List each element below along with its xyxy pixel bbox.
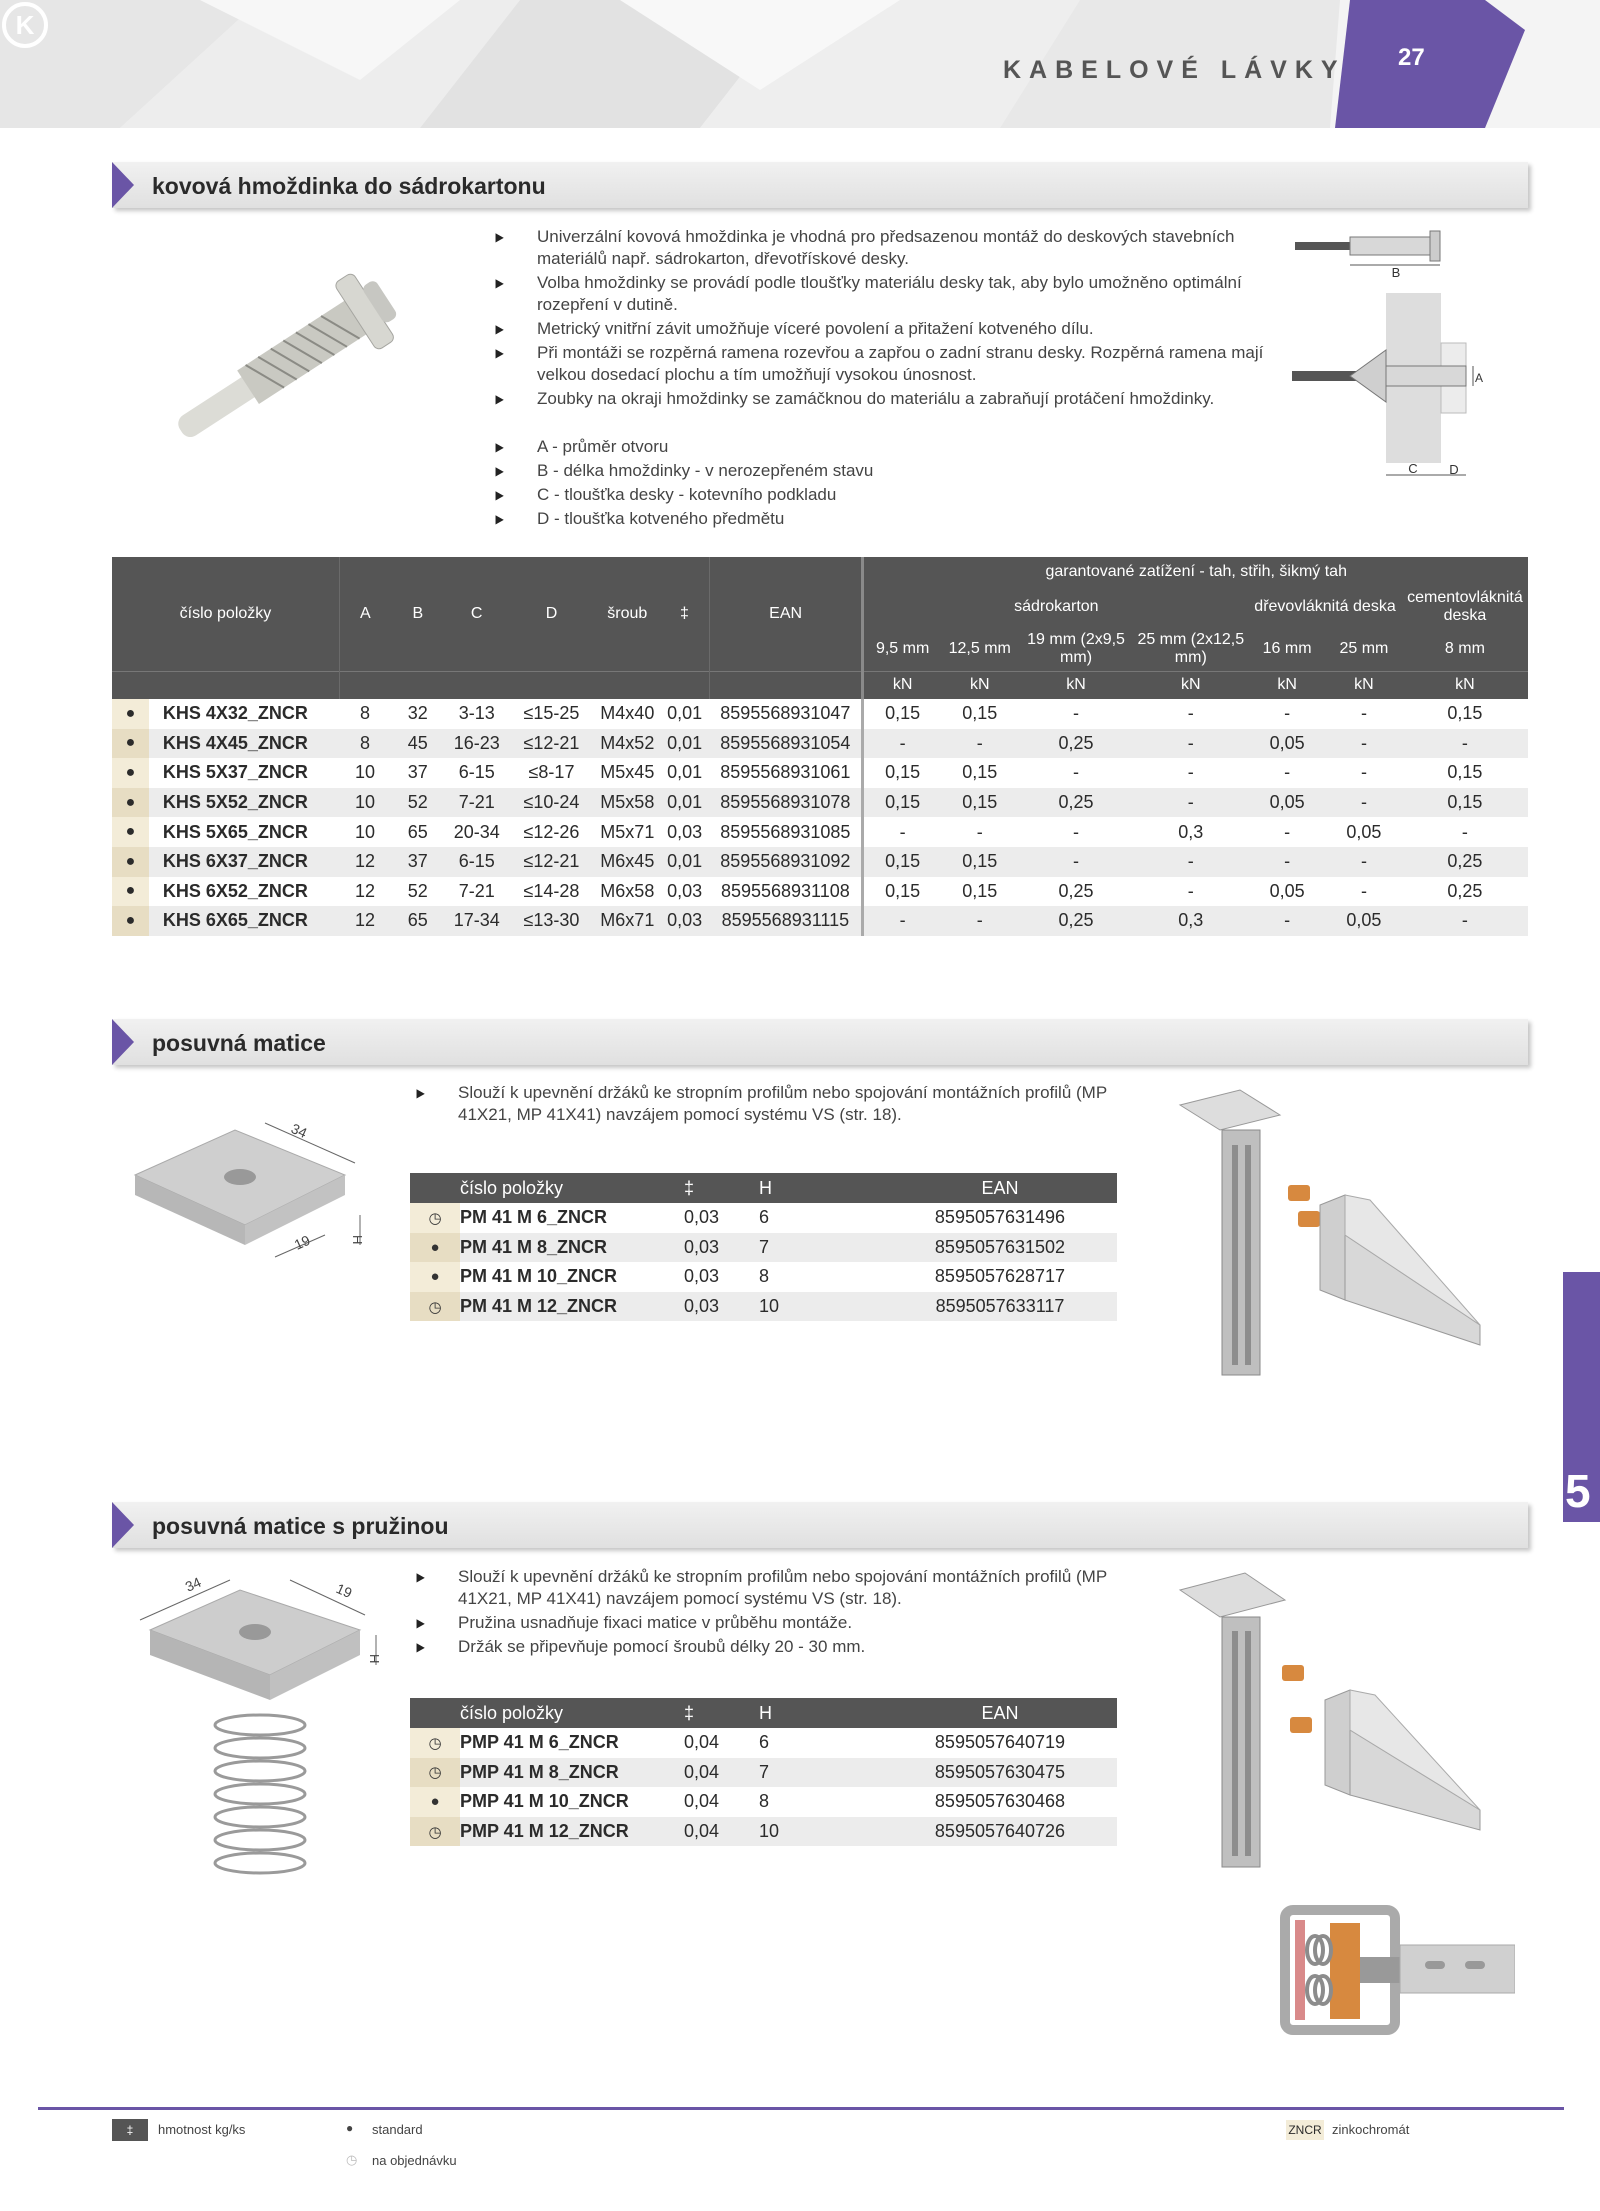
feature-item: ▶ Držák se připevňuje pomocí šroubů délky 20 - 30 mm. xyxy=(416,1636,1116,1658)
col-h-header: H xyxy=(759,1173,883,1203)
svg-text:D: D xyxy=(1449,462,1459,477)
weight: 0,03 xyxy=(667,880,703,901)
availability-marker: ◷ xyxy=(410,1758,460,1788)
dim-c: 20-34 xyxy=(453,821,500,842)
dim-d: ≤12-26 xyxy=(523,821,580,842)
ean: 8595568931108 xyxy=(720,880,850,901)
drywall-anchor-image xyxy=(140,240,440,480)
section-title: posuvná matice s pružinou xyxy=(152,1513,449,1539)
ean: 8595057630468 xyxy=(934,1791,1066,1812)
svg-text:H: H xyxy=(350,1235,365,1245)
load-value: 0,05 xyxy=(1248,788,1326,818)
dim-b: 32 xyxy=(407,703,428,724)
col-item-header: číslo položky xyxy=(460,1698,684,1728)
dim-d: ≤12-21 xyxy=(508,729,594,759)
item-code: PM 41 M 8_ZNCR xyxy=(460,1233,684,1263)
table-row xyxy=(112,729,1528,759)
section-title: posuvná matice xyxy=(152,1030,326,1056)
col-item-header: číslo položky xyxy=(460,1173,684,1203)
col-d-header: D xyxy=(508,557,594,671)
feature-item: ▶ Zoubky na okraji hmoždinky se zamáčknou do materiálu a zabraňují protáčení hmoždinky. xyxy=(495,388,1285,410)
col-c-header: C xyxy=(445,557,509,671)
load-value: - xyxy=(863,817,941,847)
feature-item: ▶ Při montáži se rozpěrná ramena rozevřou a zapřou o zadní stranu desky. Rozpěrná ramena mají velkou dosedací plochu a tím umožňují vysokou únosnost. xyxy=(495,342,1285,386)
availability-marker: ● xyxy=(112,729,149,759)
dim-c: 7-21 xyxy=(445,788,509,818)
item-code: KHS 6X37_ZNCR xyxy=(149,847,340,877)
load-header: garantované zatížení - tah, střih, šikmý tah xyxy=(863,557,1528,587)
weight: 0,03 xyxy=(684,1233,759,1263)
legend-item: ▶ D - tloušťka kotveného předmětu xyxy=(495,508,1195,530)
chapter-tab xyxy=(1563,1272,1600,1522)
load-value: - xyxy=(1133,847,1248,877)
height: 8 xyxy=(759,1791,770,1812)
col-weight-header: ‡ xyxy=(684,1698,759,1728)
slide-nut-image xyxy=(125,1105,385,1265)
dim-c: 7-21 xyxy=(458,880,495,901)
dim-c: 6-15 xyxy=(445,847,509,877)
load-value: - xyxy=(1019,847,1134,877)
zncr-label: zinkochromát xyxy=(1332,2122,1410,2137)
weight: 0,03 xyxy=(684,1207,720,1228)
load-value: - xyxy=(1187,762,1194,783)
svg-text:H: H xyxy=(367,1654,382,1664)
table-row xyxy=(410,1728,1117,1758)
height: 10 xyxy=(759,1817,883,1847)
legend-item: ▶ A - průměr otvoru xyxy=(495,436,1195,458)
screw: M5x71 xyxy=(600,821,655,842)
table-row xyxy=(112,877,1528,907)
screw: M4x40 xyxy=(600,703,655,724)
availability-marker: ◷ xyxy=(410,1728,460,1758)
ean: 8595057630475 xyxy=(883,1758,1117,1788)
load-value: - xyxy=(1284,821,1291,842)
load-value: 0,05 xyxy=(1326,906,1402,936)
load-value: - xyxy=(1360,762,1367,783)
item-code: PMP 41 M 12_ZNCR xyxy=(460,1817,684,1847)
table-row xyxy=(410,1203,1117,1233)
availability-marker: ◷ xyxy=(410,1817,460,1847)
dim-d: ≤12-21 xyxy=(508,847,594,877)
load-value: 0,15 xyxy=(1447,762,1483,783)
item-code: PMP 41 M 8_ZNCR xyxy=(460,1758,684,1788)
slide-nut-table xyxy=(410,1173,1117,1321)
load-value: 0,25 xyxy=(1447,880,1483,901)
section-bar-slide-nut xyxy=(112,1019,1528,1065)
load-value: 0,15 xyxy=(962,762,998,783)
weight: 0,04 xyxy=(684,1758,759,1788)
load-value: 0,05 xyxy=(1346,821,1382,842)
load-value: - xyxy=(1326,788,1402,818)
load-value: 0,15 xyxy=(863,847,941,877)
unit-header: kN xyxy=(941,671,1019,699)
weight-symbol: ‡ xyxy=(112,2119,148,2141)
dim-a: 10 xyxy=(355,762,376,783)
height: 10 xyxy=(759,1292,883,1322)
load-value: 0,25 xyxy=(1058,880,1094,901)
load-value: - xyxy=(1073,762,1080,783)
load-value: - xyxy=(1402,729,1528,759)
dim-d: ≤14-28 xyxy=(523,880,580,901)
col-a-header: A xyxy=(339,557,390,671)
load-value: - xyxy=(1402,906,1528,936)
load-value: 0,25 xyxy=(1019,788,1134,818)
screw: M5x58 xyxy=(595,788,661,818)
dim-b: 37 xyxy=(407,762,428,783)
svg-text:19: 19 xyxy=(291,1231,313,1253)
weight: 0,01 xyxy=(667,703,703,724)
col-weight-header: ‡ xyxy=(684,1173,759,1203)
unit-header: kN xyxy=(1019,671,1134,699)
unit-header: kN xyxy=(1248,671,1326,699)
load-value: 0,05 xyxy=(1269,880,1305,901)
col-ean-header: EAN xyxy=(709,557,863,671)
height: 7 xyxy=(759,1758,883,1788)
availability-marker: ◷ xyxy=(410,1203,460,1233)
chapter-number: 5 xyxy=(1565,1465,1591,1517)
legend-item: ▶ C - tloušťka desky - kotevního podkladu xyxy=(495,484,1195,506)
load-value: - xyxy=(1284,762,1291,783)
load-value: - xyxy=(863,906,941,936)
load-value: 0,15 xyxy=(863,758,941,788)
ean: 8595568931054 xyxy=(709,729,863,759)
section-bar-drywall-anchor xyxy=(112,162,1528,208)
item-code: KHS 4X45_ZNCR xyxy=(149,729,340,759)
table-row xyxy=(112,699,1528,729)
load-value: - xyxy=(1326,847,1402,877)
order-symbol: ◷ xyxy=(346,2152,358,2167)
dim-c: 17-34 xyxy=(445,906,509,936)
unit-header: kN xyxy=(1326,671,1402,699)
header-background xyxy=(0,0,1600,128)
slide-nut-spring-detail-image xyxy=(1275,1895,1515,2045)
ean: 8595568931047 xyxy=(720,703,851,724)
page-header xyxy=(0,0,1600,128)
weight: 0,01 xyxy=(660,729,709,759)
weight: 0,01 xyxy=(667,762,703,783)
col-screw-header: šroub xyxy=(595,557,661,671)
table-row xyxy=(410,1758,1117,1788)
item-code: PMP 41 M 6_ZNCR xyxy=(460,1732,619,1753)
load-value: 0,3 xyxy=(1133,906,1248,936)
load-value: - xyxy=(1360,880,1367,901)
availability-marker: ● xyxy=(112,817,149,847)
load-value: - xyxy=(976,821,983,842)
col-ean-header: EAN xyxy=(883,1173,1117,1203)
load-value: - xyxy=(1187,703,1194,724)
standard-symbol: ● xyxy=(346,2121,354,2135)
load-value: - xyxy=(1133,729,1248,759)
dim-b: 65 xyxy=(391,906,445,936)
load-value: 0,25 xyxy=(1019,729,1134,759)
ean: 8595568931115 xyxy=(709,906,863,936)
dim-c: 3-13 xyxy=(458,703,495,724)
weight: 0,03 xyxy=(667,821,703,842)
feature-item: ▶ Volba hmoždinky se provádí podle tloušťky materiálu desky tak, aby bylo umožněno optimální rozepření v dutině. xyxy=(495,272,1285,316)
legend-item: ▶ B - délka hmoždinky - v nerozepřeném stavu xyxy=(495,460,1195,482)
unit-header: kN xyxy=(1133,671,1248,699)
availability-marker: ● xyxy=(410,1787,460,1817)
col-b-header: B xyxy=(391,557,445,671)
sub-header: 25 mm (2x12,5 mm) xyxy=(1133,627,1248,671)
item-code: KHS 6X65_ZNCR xyxy=(149,906,340,936)
ean: 8595057631496 xyxy=(934,1207,1066,1228)
availability-marker: ● xyxy=(112,906,149,936)
company-logo-icon xyxy=(0,0,50,50)
dim-d: ≤8-17 xyxy=(528,762,575,783)
svg-text:C: C xyxy=(1408,461,1418,476)
table-row xyxy=(112,758,1528,788)
table-row xyxy=(112,906,1528,936)
ean: 8595057628717 xyxy=(934,1266,1066,1287)
feature-item: ▶ Univerzální kovová hmoždinka je vhodná pro předsazenou montáž do deskových stavebních materiálů např. sádrokarton, dřevotřískové desky. xyxy=(495,226,1285,270)
load-value: - xyxy=(1284,703,1291,724)
screw: M6x45 xyxy=(595,847,661,877)
table-row xyxy=(410,1817,1117,1847)
load-value: - xyxy=(1248,847,1326,877)
col-weight-header: ‡ xyxy=(660,557,709,671)
svg-text:B: B xyxy=(1391,265,1401,280)
dim-d: ≤10-24 xyxy=(508,788,594,818)
height: 7 xyxy=(759,1233,883,1263)
dim-a: 12 xyxy=(355,880,376,901)
item-code: PM 41 M 12_ZNCR xyxy=(460,1292,684,1322)
availability-marker: ● xyxy=(112,699,149,729)
dim-b: 65 xyxy=(407,821,428,842)
item-code: KHS 4X32_ZNCR xyxy=(162,703,308,724)
ean: 8595057640726 xyxy=(883,1817,1117,1847)
item-code: PMP 41 M 10_ZNCR xyxy=(460,1791,629,1812)
weight: 0,04 xyxy=(684,1732,720,1753)
load-value: - xyxy=(1326,729,1402,759)
anchor-dimension-diagram xyxy=(1290,225,1490,490)
slide-nut-spring-mounting-image xyxy=(1170,1565,1490,1875)
slide-nut-mounting-image xyxy=(1170,1085,1490,1380)
weight: 0,04 xyxy=(684,1791,720,1812)
load-value: - xyxy=(941,729,1019,759)
load-value: 0,15 xyxy=(863,788,941,818)
col-item-header: číslo položky xyxy=(112,557,339,671)
sub-header: 25 mm xyxy=(1326,627,1402,671)
weight: 0,01 xyxy=(660,847,709,877)
height: 8 xyxy=(759,1266,770,1287)
cement-header: cementovláknitá deska xyxy=(1402,587,1528,627)
load-value: 0,25 xyxy=(1019,906,1134,936)
dim-c: 16-23 xyxy=(445,729,509,759)
load-value: 0,3 xyxy=(1178,821,1204,842)
weight: 0,03 xyxy=(684,1266,720,1287)
section-marker-icon xyxy=(112,162,134,208)
feature-item: ▶ Metrický vnitřní závit umožňuje víceré povolení a přitažení kotveného dílu. xyxy=(495,318,1285,340)
ean: 8595568931061 xyxy=(720,762,851,783)
dim-a: 12 xyxy=(339,847,390,877)
ean: 8595057633117 xyxy=(883,1292,1117,1322)
table-row xyxy=(410,1292,1117,1322)
load-value: 0,15 xyxy=(962,880,998,901)
section-title: kovová hmoždinka do sádrokartonu xyxy=(152,173,546,199)
col-h-header: H xyxy=(759,1698,883,1728)
feature-item: ▶ Pružina usnadňuje fixaci matice v průběhu montáže. xyxy=(416,1612,1116,1634)
ean: 8595057640719 xyxy=(934,1732,1066,1753)
ean: 8595057631502 xyxy=(883,1233,1117,1263)
screw: M6x58 xyxy=(600,880,655,901)
load-value: 0,15 xyxy=(941,788,1019,818)
load-value: 0,05 xyxy=(1248,729,1326,759)
load-value: - xyxy=(1461,821,1468,842)
load-value: - xyxy=(1248,906,1326,936)
table-row xyxy=(410,1787,1117,1817)
availability-marker: ● xyxy=(112,758,149,788)
item-code: KHS 5X37_ZNCR xyxy=(162,762,308,783)
weight-label: hmotnost kg/ks xyxy=(158,2122,246,2137)
dim-a: 10 xyxy=(339,788,390,818)
drywall-anchor-features xyxy=(495,226,1285,412)
screw: M6x71 xyxy=(595,906,661,936)
table-row xyxy=(112,847,1528,877)
wood-header: dřevovláknitá deska xyxy=(1248,587,1402,627)
header-title: KABELOVÉ LÁVKY xyxy=(1003,56,1346,84)
slide-nut-features xyxy=(416,1082,1116,1128)
availability-marker: ● xyxy=(410,1233,460,1263)
svg-text:K: K xyxy=(15,10,35,40)
weight: 0,03 xyxy=(684,1292,759,1322)
ean: 8595568931085 xyxy=(720,821,851,842)
dim-b: 37 xyxy=(391,847,445,877)
load-value: - xyxy=(863,729,941,759)
svg-text:34: 34 xyxy=(288,1120,310,1142)
load-value: 0,25 xyxy=(1402,847,1528,877)
load-value: - xyxy=(1133,788,1248,818)
footer-divider xyxy=(38,2107,1564,2110)
load-value: 0,15 xyxy=(941,847,1019,877)
availability-marker: ● xyxy=(112,788,149,818)
dim-a: 8 xyxy=(360,703,371,724)
dim-d: ≤13-30 xyxy=(508,906,594,936)
dim-a: 12 xyxy=(339,906,390,936)
screw: M4x52 xyxy=(595,729,661,759)
sub-header: 16 mm xyxy=(1248,627,1326,671)
dim-c: 6-15 xyxy=(458,762,495,783)
availability-marker: ● xyxy=(112,877,149,907)
load-value: 0,15 xyxy=(863,877,941,907)
load-value: - xyxy=(1187,880,1194,901)
availability-marker: ● xyxy=(112,847,149,877)
dimension-legend xyxy=(495,436,1195,532)
svg-text:34: 34 xyxy=(182,1573,204,1595)
load-value: 0,15 xyxy=(863,699,941,729)
load-value: 0,15 xyxy=(962,703,998,724)
dim-a: 8 xyxy=(339,729,390,759)
item-code: PM 41 M 6_ZNCR xyxy=(460,1207,608,1228)
unit-header: kN xyxy=(863,671,941,699)
item-code: PM 41 M 10_ZNCR xyxy=(460,1266,618,1287)
sub-header: 12,5 mm xyxy=(941,627,1019,671)
availability-marker: ◷ xyxy=(410,1292,460,1322)
weight: 0,01 xyxy=(660,788,709,818)
unit-header: kN xyxy=(1402,671,1528,699)
table-row xyxy=(112,788,1528,818)
standard-label: standard xyxy=(372,2122,423,2137)
svg-text:A: A xyxy=(1475,371,1484,385)
item-code: KHS 6X52_ZNCR xyxy=(162,880,308,901)
dim-b: 45 xyxy=(391,729,445,759)
sub-header: 9,5 mm xyxy=(863,627,941,671)
sub-header: 8 mm xyxy=(1402,627,1528,671)
height: 6 xyxy=(759,1732,770,1753)
load-value: 0,15 xyxy=(1447,703,1483,724)
load-value: - xyxy=(1073,821,1080,842)
item-code: KHS 5X65_ZNCR xyxy=(162,821,308,842)
slide-nut-spring-features xyxy=(416,1566,1116,1660)
screw: M5x45 xyxy=(600,762,655,783)
ean: 8595568931078 xyxy=(709,788,863,818)
dim-b: 52 xyxy=(407,880,428,901)
slide-nut-spring-table xyxy=(410,1698,1117,1846)
weight: 0,04 xyxy=(684,1817,759,1847)
page-number: 27 xyxy=(1398,44,1425,71)
section-bar-slide-nut-spring xyxy=(112,1502,1528,1548)
height: 6 xyxy=(759,1207,770,1228)
dim-a: 10 xyxy=(355,821,376,842)
sub-header: 19 mm (2x9,5 mm) xyxy=(1019,627,1134,671)
feature-item: ▶ Slouží k upevnění držáků ke stropním profilům nebo spojování montážních profilů (MP 41X21, MP 41X41) navzájem pomocí systému VS (str. 18). xyxy=(416,1082,1116,1126)
load-value: 0,15 xyxy=(1402,788,1528,818)
load-value: - xyxy=(1073,703,1080,724)
table-row xyxy=(410,1262,1117,1292)
section-marker-icon xyxy=(112,1019,134,1065)
load-value: - xyxy=(1360,703,1367,724)
section-marker-icon xyxy=(112,1502,134,1548)
availability-marker: ● xyxy=(410,1262,460,1292)
plaster-header: sádrokarton xyxy=(863,587,1248,627)
load-value: - xyxy=(941,906,1019,936)
feature-item: ▶ Slouží k upevnění držáků ke stropním profilům nebo spojování montážních profilů (MP 41X21, MP 41X41) navzájem pomocí systému VS (str. 18). xyxy=(416,1566,1116,1610)
dim-b: 52 xyxy=(391,788,445,818)
item-code: KHS 5X52_ZNCR xyxy=(149,788,340,818)
order-label: na objednávku xyxy=(372,2153,457,2168)
dim-d: ≤15-25 xyxy=(523,703,580,724)
table-row xyxy=(410,1233,1117,1263)
weight: 0,03 xyxy=(660,906,709,936)
slide-nut-spring-image xyxy=(130,1570,410,1890)
table-row xyxy=(112,817,1528,847)
svg-text:19: 19 xyxy=(333,1580,355,1602)
ean: 8595568931092 xyxy=(709,847,863,877)
drywall-anchor-table xyxy=(112,557,1528,936)
col-ean-header: EAN xyxy=(883,1698,1117,1728)
zncr-code: ZNCR xyxy=(1286,2120,1324,2140)
